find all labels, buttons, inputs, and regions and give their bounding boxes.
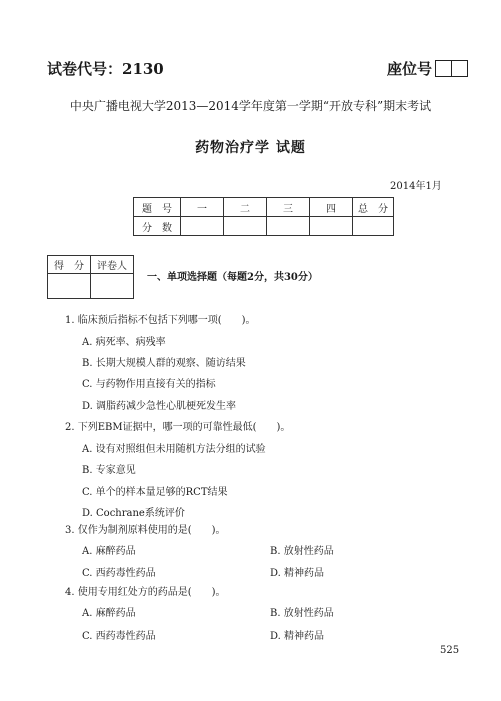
option-item: B. 放射性药品 bbox=[270, 546, 334, 557]
question-stem: 2. 下列EBM证据中，哪一项的可靠性最低( )。 bbox=[65, 422, 291, 433]
score-cell bbox=[224, 217, 267, 236]
score-table-score-row bbox=[134, 217, 394, 236]
score-header-cell: 二 bbox=[224, 198, 267, 217]
option-item: B. 专家意见 bbox=[82, 465, 136, 476]
option-item: C. 单个的样本量足够的RCT结果 bbox=[82, 487, 228, 498]
grader-name-cell bbox=[91, 274, 134, 299]
option-item: C. 西药毒性药品 bbox=[82, 568, 156, 579]
score-header-cell: 题 号 bbox=[134, 198, 181, 217]
seat-number-boxes bbox=[436, 60, 468, 77]
score-cell bbox=[310, 217, 353, 236]
seat-box bbox=[451, 60, 468, 77]
score-cell bbox=[267, 217, 310, 236]
score-cell bbox=[353, 217, 394, 236]
score-table bbox=[133, 197, 394, 236]
score-row-label: 分 数 bbox=[134, 217, 181, 236]
question-stem: 1. 临床预后指标不包括下列哪一项( )。 bbox=[65, 315, 256, 326]
option-item: A. 病死率、病残率 bbox=[82, 337, 166, 348]
score-table-header-row bbox=[134, 198, 394, 217]
exam-header: 中央广播电视大学2013—2014学年度第一学期“开放专科”期末考试 bbox=[69, 99, 432, 113]
option-item: D. Cochrane系统评价 bbox=[82, 508, 185, 519]
option-item: D. 精神药品 bbox=[270, 568, 325, 579]
score-cell bbox=[181, 217, 224, 236]
page-number: 525 bbox=[440, 645, 460, 656]
section-title: 一、单项选择题（每题2分，共30分） bbox=[147, 272, 318, 283]
option-item: B. 放射性药品 bbox=[270, 608, 334, 619]
seat-box bbox=[435, 60, 452, 77]
option-item: A. 麻醉药品 bbox=[82, 608, 136, 619]
seat-number-label: 座位号 bbox=[387, 60, 433, 78]
option-item: D. 精神药品 bbox=[270, 631, 325, 642]
option-item: A. 麻醉药品 bbox=[82, 546, 136, 557]
grader-score-label: 得 分 bbox=[48, 256, 91, 274]
score-header-cell: 一 bbox=[181, 198, 224, 217]
grader-name-label: 评卷人 bbox=[91, 256, 134, 274]
score-header-cell: 三 bbox=[267, 198, 310, 217]
question-stem: 3. 仅作为制剂原料使用的是( )。 bbox=[65, 525, 226, 536]
grader-table bbox=[47, 255, 134, 299]
option-item: A. 设有对照组但未用随机方法分组的试验 bbox=[82, 444, 266, 455]
option-item: B. 长期大规模人群的观察、随访结果 bbox=[82, 358, 246, 369]
score-header-cell: 总 分 bbox=[353, 198, 394, 217]
option-item: C. 西药毒性药品 bbox=[82, 631, 156, 642]
score-header-cell: 四 bbox=[310, 198, 353, 217]
question-stem: 4. 使用专用红处方的药品是( )。 bbox=[65, 587, 226, 598]
exam-code-label: 试卷代号：2130 bbox=[47, 60, 164, 78]
option-item: D. 调脂药减少急性心肌梗死发生率 bbox=[82, 401, 237, 412]
exam-date: 2014年1月 bbox=[390, 181, 442, 192]
grader-score-cell bbox=[48, 274, 91, 299]
exam-title: 药物治疗学 试题 bbox=[195, 140, 306, 156]
option-item: C. 与药物作用直接有关的指标 bbox=[82, 379, 216, 390]
